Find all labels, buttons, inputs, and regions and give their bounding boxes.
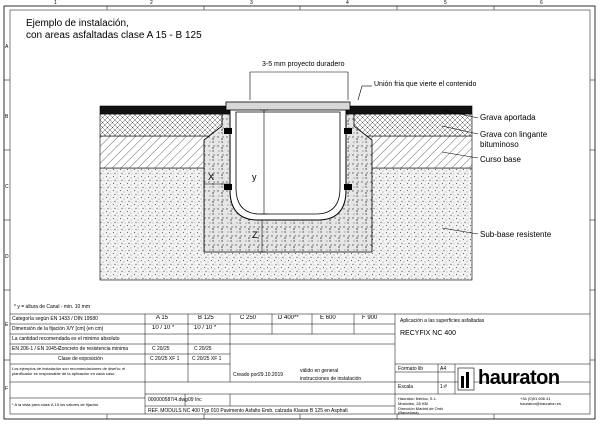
row1-label: Dimensión de la fijación X/Y [cm] (en cm) — [12, 326, 104, 332]
class-f900: F 900 — [362, 315, 378, 321]
row2-label: La cantidad recomendada es el minimo absoluto — [12, 336, 120, 342]
reference-line: REF. MODULS NC 400 Typ 010 Pavimento Asfalto Emb. calzada Klasse B 125 en Asphalt — [148, 408, 348, 414]
row3-value-b125: C 20/25 — [194, 346, 212, 352]
class-d400: D 400** — [278, 315, 299, 321]
col-label-1: 1 — [54, 0, 57, 6]
row-label-d: D — [5, 254, 9, 260]
row-label-a: A — [5, 44, 9, 50]
company-line-1: Hauraton Ibérica, S.L. — [398, 396, 437, 401]
company-phone: +34 (0)91 606 41 — [520, 396, 551, 401]
drawing-title-line2: con areas asfaltadas clase A 15 - B 125 — [26, 30, 202, 41]
date-label: Creado por: — [233, 372, 260, 378]
flange-left-bottom — [224, 184, 232, 190]
row3-label-a: EN 206-1 / EN 1045-2 — [12, 346, 62, 352]
row3-value-a15: C 20/25 — [152, 346, 170, 352]
note-bottom-left: * A la vista para clase A 15 los valores de fijación — [12, 402, 99, 407]
row4-value-a15: C 20/25 XF 1 — [150, 356, 180, 362]
dim-y-label: y — [252, 172, 257, 182]
date-value: 29.10.2019 — [258, 372, 284, 378]
row4-label: Clase de exposición — [58, 356, 103, 362]
company-line-4: (Barcelona) — [398, 410, 419, 415]
gravel-binder-label-2: bituminoso — [480, 140, 519, 149]
col-label-5: 5 — [444, 0, 447, 6]
subbase-label: Sub-base resistente — [480, 230, 552, 239]
note-left: Los ejemplos de instalación son recomendaciones de diseño; el planificador es responsable de la aplicación en cada caso. — [12, 366, 126, 376]
class-b125: B 125 — [198, 315, 214, 321]
scale-value: 1:# — [440, 384, 447, 390]
row1-value-b125: 10 / 10 * — [194, 325, 217, 331]
hauraton-logo-text: hauraton — [478, 367, 560, 389]
application-title: Aplicación a las superficies asfaltadas — [400, 318, 485, 324]
company-line-2: Móstoles, 28.936 — [398, 401, 429, 406]
row-label-b: B — [5, 114, 9, 120]
drawing-title-line1: Ejemplo de instalación, — [26, 18, 129, 29]
class-c250: C 250 — [240, 315, 257, 321]
class-a15: A 15 — [156, 315, 169, 321]
revision: 09 Inc — [188, 397, 202, 403]
gravel-binder-label-1: Grava con lingante — [480, 130, 548, 139]
row1-value-a15: 10 / 10 * — [152, 325, 175, 331]
scale-label: Escala — [398, 384, 414, 390]
general-note: válido en general — [300, 368, 339, 374]
col-label-2: 2 — [150, 0, 153, 6]
row3-label-b: Concreto de resistencia minima — [58, 346, 129, 352]
channel-inner — [236, 112, 340, 214]
grating — [226, 102, 350, 110]
flange-left-top — [224, 128, 232, 134]
col-label-4: 4 — [346, 0, 349, 6]
hauraton-logo-mark — [458, 368, 474, 390]
row-label-f: F — [5, 386, 9, 392]
general-note-2: instrucciones de instalación — [300, 376, 362, 382]
top-dimension-label: 3-5 mm proyecto duradero — [262, 61, 345, 68]
flange-right-bottom — [344, 184, 352, 190]
base-course-label: Curso base — [480, 155, 521, 164]
footnote: * y = altura de Canal - min. 10 mm — [14, 304, 91, 310]
row4-value-b125: C 20/25 XF 1 — [192, 356, 222, 362]
gravel-top-label: Grava aportada — [480, 113, 536, 122]
product-name: RECYFIX NC 400 — [400, 330, 457, 337]
dim-x-label: X — [208, 172, 215, 182]
format-value: A4 — [440, 366, 447, 372]
flange-right-top — [344, 128, 352, 134]
dim-z-label: Z — [252, 230, 258, 240]
col-label-3: 3 — [250, 0, 253, 6]
cold-joint-label: Unión fria que vierte el contenido — [374, 81, 477, 88]
company-line-3: Dirección Madrid de Ontó — [398, 406, 444, 411]
row-label-c: C — [5, 184, 9, 190]
drawing-number: 000000587/4.dwg — [148, 397, 188, 403]
header-category-label: Categoría según EN 1433 / DIN 19580 — [12, 316, 98, 322]
col-label-6: 6 — [540, 0, 543, 6]
class-e600: E 600 — [320, 315, 336, 321]
company-email: hauraton@hauraton.es — [520, 401, 561, 406]
row-label-e: E — [5, 322, 9, 328]
top-dimension — [250, 72, 372, 100]
format-label: Formato lib — [398, 366, 424, 372]
